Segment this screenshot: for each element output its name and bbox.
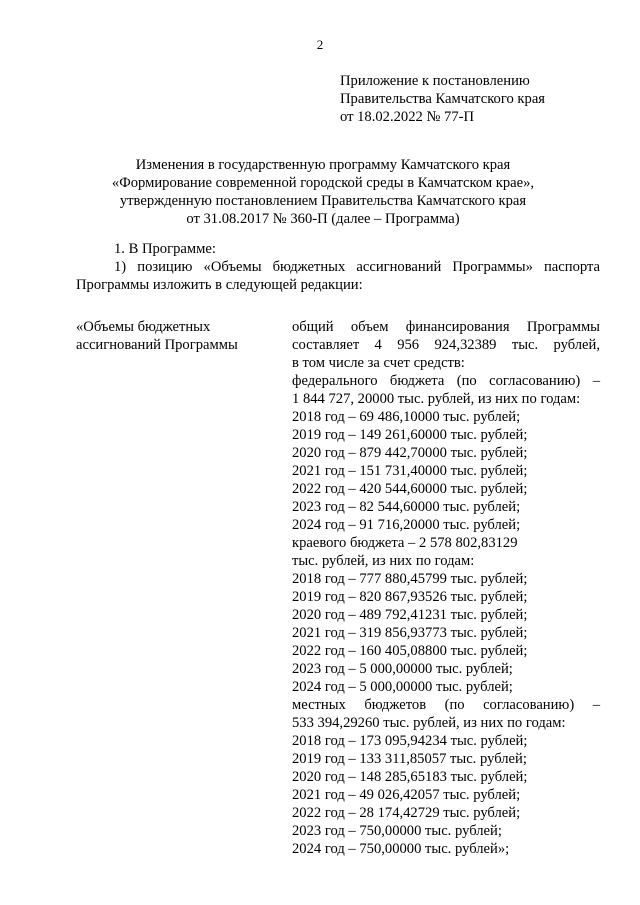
intro-section bbox=[76, 240, 600, 294]
item-1: 1. В Программе: bbox=[114, 241, 216, 257]
federal-line-2: 1 844 727, 20000 тыс. рублей, из них по годам: bbox=[292, 391, 581, 407]
regional-year-2023: 2023 год – 5 000,00000 тыс. рублей; bbox=[292, 661, 513, 677]
page-number: 2 bbox=[316, 37, 324, 52]
regional-line-1: краевого бюджета – 2 578 802,83129 bbox=[292, 535, 518, 551]
local-year-2019: 2019 год – 133 311,85057 тыс. рублей; bbox=[292, 751, 527, 767]
appendix-header bbox=[340, 72, 620, 126]
local-year-2020: 2020 год – 148 285,65183 тыс. рублей; bbox=[292, 769, 528, 785]
item-1-1-line-1: 1) позицию «Объемы бюджетных ассигнований Программы» паспорта bbox=[114, 259, 600, 275]
position-label-line-2: ассигнований Программы bbox=[76, 337, 238, 353]
federal-year-2024: 2024 год – 91 716,20000 тыс. рублей; bbox=[292, 517, 521, 533]
document-title bbox=[60, 156, 586, 228]
title-line-2: «Формирование современной городской среды в Камчатском крае», bbox=[111, 175, 535, 191]
local-year-2023: 2023 год – 750,00000 тыс. рублей; bbox=[292, 823, 502, 839]
local-line-1: местных бюджетов (по согласованию) – bbox=[292, 697, 600, 713]
title-line-4: от 31.08.2017 № 360-П (далее – Программа) bbox=[186, 211, 460, 227]
regional-line-2: тыс. рублей, из них по годам: bbox=[292, 553, 475, 569]
federal-line-1: федерального бюджета (по согласованию) – bbox=[292, 373, 600, 389]
regional-year-2020: 2020 год – 489 792,41231 тыс. рублей; bbox=[292, 607, 528, 623]
local-line-2: 533 394,29260 тыс. рублей, из них по годам: bbox=[292, 715, 566, 731]
appendix-line-2: Правительства Камчатского края bbox=[340, 91, 546, 107]
federal-year-2020: 2020 год – 879 442,70000 тыс. рублей; bbox=[292, 445, 528, 461]
item-1-1-line-2: Программы изложить в следующей редакции: bbox=[76, 277, 363, 293]
total-line-3: в том числе за счет средств: bbox=[292, 355, 465, 371]
total-line-1: общий объем финансирования Программы bbox=[292, 319, 600, 335]
regional-year-2022: 2022 год – 160 405,08800 тыс. рублей; bbox=[292, 643, 528, 659]
position-label-line-1: «Объемы бюджетных bbox=[76, 319, 211, 335]
appendix-line-1: Приложение к постановлению bbox=[340, 73, 530, 89]
appendix-line-3: от 18.02.2022 № 77-П bbox=[340, 109, 475, 125]
federal-year-2023: 2023 год – 82 544,60000 тыс. рублей; bbox=[292, 499, 521, 515]
federal-year-2021: 2021 год – 151 731,40000 тыс. рублей; bbox=[292, 463, 528, 479]
local-year-2018: 2018 год – 173 095,94234 тыс. рублей; bbox=[292, 733, 528, 749]
passport-position-label bbox=[76, 318, 276, 354]
regional-year-2018: 2018 год – 777 880,45799 тыс. рублей; bbox=[292, 571, 528, 587]
passport-position-value bbox=[292, 318, 600, 858]
local-year-2022: 2022 год – 28 174,42729 тыс. рублей; bbox=[292, 805, 521, 821]
title-line-3: утвержденную постановлением Правительства Камчатского края bbox=[119, 193, 527, 209]
local-year-2021: 2021 год – 49 026,42057 тыс. рублей; bbox=[292, 787, 521, 803]
local-year-2024: 2024 год – 750,00000 тыс. рублей»; bbox=[292, 841, 510, 857]
federal-year-2022: 2022 год – 420 544,60000 тыс. рублей; bbox=[292, 481, 528, 497]
total-line-2: составляет 4 956 924,32389 тыс. рублей, bbox=[292, 337, 600, 353]
federal-year-2019: 2019 год – 149 261,60000 тыс. рублей; bbox=[292, 427, 528, 443]
federal-year-2018: 2018 год – 69 486,10000 тыс. рублей; bbox=[292, 409, 521, 425]
regional-year-2021: 2021 год – 319 856,93773 тыс. рублей; bbox=[292, 625, 528, 641]
regional-year-2019: 2019 год – 820 867,93526 тыс. рублей; bbox=[292, 589, 528, 605]
regional-year-2024: 2024 год – 5 000,00000 тыс. рублей; bbox=[292, 679, 513, 695]
title-line-1: Изменения в государственную программу Камчатского края bbox=[135, 157, 511, 173]
